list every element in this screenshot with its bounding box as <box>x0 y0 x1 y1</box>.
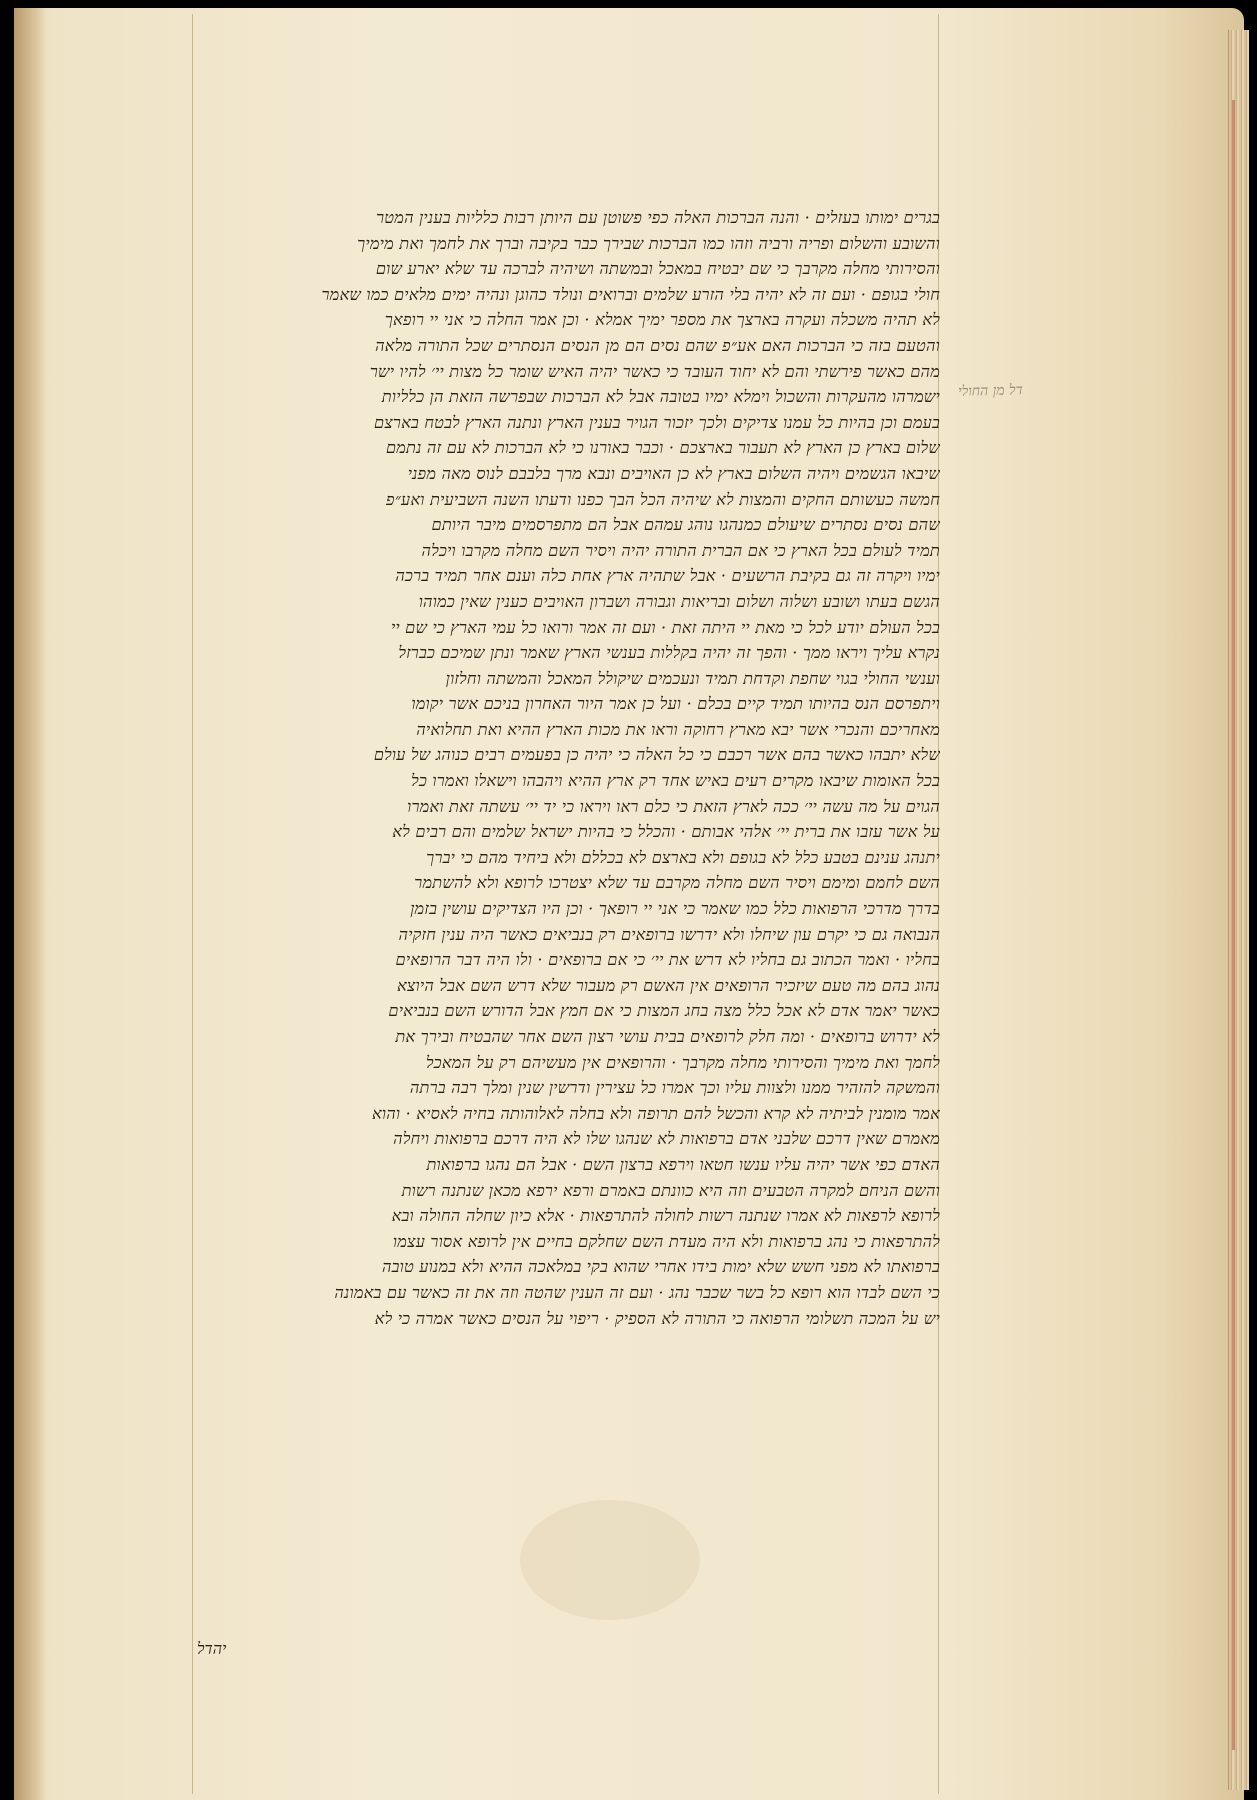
text-line: נקרא עליך ויראו ממך · והפך זה יהיה בקללות בענשי הארץ שאמר ונתן שמיכם כברזל <box>398 643 940 663</box>
text-line: חולי בגופם · ועם זה לא יהיה בלי הזרע שלמים וברואים ונולד כהוגן ונהיה ימים מלאים כמו שאמר <box>321 284 940 304</box>
text-line: ישמרהו מהעקרות והשכול וימלא ימיו בטובה אבל לא הברכות שבפרשה הזאת הן כלליות <box>381 387 940 407</box>
text-line: אמר מומנין לביתיה לא קרא והכשל להם תרופה ולא בחלה לאלוהותה בחיה לאסיא · והוא <box>371 1103 940 1123</box>
text-line: והמשקה להזהיר ממנו ולצוות עליו וכך אמרו כל עצירין ודרשין שנין ומלך רבה ברתה <box>409 1078 940 1098</box>
text-line: לא תהיה משכלה ועקרה בארצך את מספר ימיך אמלא · וכן אמר החלה כי אני יי רופאך <box>384 310 940 330</box>
text-line: שלא יתבהו כאשר בהם אשר רכבם כי כל האלה כי יהיה כן בפעמים רבים כנוהג של עולם <box>373 745 940 765</box>
text-line: להתרפאות כי נהג ברפואות ולא היה מעדת השם שחלקם בחיים אין לרופא אסור עצמו <box>392 1231 940 1251</box>
text-line: על אשר עזבו את ברית יי׳ אלהי אבותם · והכלל כי בהיות ישראל שלמים והם רבים לא <box>392 822 940 842</box>
text-line: ברפואתו לא מפני חשש שלא ימות בידו אחרי שהוא בקי במלאכה ההיא ולא במנוע טובה <box>381 1257 940 1277</box>
text-line: לרופא לרפאות לא אמרו שנתנה רשות לחולה להתרפאות · אלא כיון שחלה החולה ובא <box>391 1206 940 1226</box>
text-line: שלום בארץ כן הארץ לא תעבור בארצכם · וכבר באורנו כי לא הברכות לא עם זה נתמם <box>385 438 940 458</box>
text-line: לחמך ואת מימיך והסירותי מחלה מקרבך · והרופאים אין מעשיהם רק על המאכל <box>425 1052 940 1072</box>
text-line: והשובע והשלום ופריה ורביה וזהו כמו הברכות שבירך כבר בקיבה וברך את לחמך ואת מימיך <box>357 233 940 253</box>
text-line: בגרים ימותו בעזלים · והנה הברכות האלה כפי פשוטן עם היותן רבות כלליות בענין המטר <box>376 208 940 227</box>
text-line: בחליו · ואמר הכתוב גם בחליו לא דרש את יי׳ כי אם ברופאים · ולו היה דבר הרופאים <box>395 950 940 970</box>
text-line: והטעם בזה כי הברכות האם אע״פ שהם נסים הם מן הנסים הנסתרים שכל התורה מלאה <box>375 335 940 355</box>
text-line: הגשם בעתו ושובע ושלוה ושלום ובריאות וגבורה ושברון האויבים כענין שאין כמוהו <box>418 591 940 611</box>
ruling-line-left <box>192 14 193 1794</box>
text-line: מאמרם שאין דרכם שלבני אדם ברפואות לא שנהגו שלו לא היה דרכם ברפואות ויחלה <box>393 1129 940 1149</box>
text-line: בעמם וכן בהיות כל עמנו צדיקים ולכך יזכור הגויר בענין הארץ ונתנה הארץ לבטח בארצם <box>373 412 940 432</box>
text-line: לא ידרוש ברופאים · ומה חלק לרופאים בבית עושי רצון השם אחר שהבטיח ובירך את <box>395 1027 940 1046</box>
red-edge-stain <box>1232 100 1235 1750</box>
text-line: ימיו ויקרה זה גם בקיבת הרשעים · אבל שתהיה ארץ אחת כלה וענם אחר תמיד ברכה <box>395 566 940 586</box>
text-line: הנבואה גם כי יקרם עון שיחלו ולא ידרשו ברופאים רק בנביאים כאשר היה ענין חזקיה <box>398 924 940 944</box>
text-line: בדרך מדרכי הרפואות כלל כמו שאמר כי אני יי רופאך · וכן היו הצדיקים עושין בזמן <box>410 899 940 919</box>
text-line: בכל העולם יודע לכל כי מאת יי היתה זאת · ועם זה אמר ורואו כל עמי הארץ כי שם יי <box>390 617 940 637</box>
text-line: יש על המכה תשלומי הרפואה כי התורה לא הספיק · ריפוי על הנסים כאשר אמרה כי לא <box>374 1308 940 1328</box>
catchword: יהדל <box>197 1639 227 1658</box>
text-line: בכל האומות שיבאו מקרים רעים באיש אחד רק ארץ ההיא ויהבהו וישאלו ואמרו כל <box>411 771 940 791</box>
text-line: שיבאו הגשמים ויהיה השלום בארץ לא כן האויבים ונבא מרך בלבבם לנוס מאה מפני <box>407 463 940 483</box>
text-line: תמיד לעולם בכל הארץ כי אם הברית התורה יהיה ויסיר השם מחלה מקרבו ויכלה <box>421 540 940 560</box>
text-line: והשם הניחם למקרה הטבעים וזה היא כוונתם באמרם ורפא ירפא מכאן שנתנה רשות <box>401 1180 940 1200</box>
text-line: הגוים על מה עשה יי׳ ככה לארץ הזאת כי כלם ראו ויראו כי יד יי׳ עשתה זאת ואמרו <box>407 796 940 816</box>
text-line: מאחריכם והנכרי אשר יבא מארץ רחוקה וראו את מכות הארץ ההיא ואת תחלואיה <box>416 719 940 739</box>
paper-stain <box>520 1500 700 1620</box>
binding-gutter <box>14 8 46 1800</box>
text-line: חמשה כעשותם החקים והמצות לא שיהיה הכל הבך כפנו ודעתו השנה השביעית ואע״פ <box>386 489 940 509</box>
main-text-block <box>205 205 940 1331</box>
text-line: האדם כפי אשר יהיה עליו ענשו חטאו וירפא ברצון השם · אבל הם נהגו ברפואות <box>426 1154 940 1174</box>
text-line: שהם נסים נסתרים שיעולם כמנהגו נוהג עמהם אבל הם מתפרסמים מיבר היותם <box>431 515 940 535</box>
margin-note: דל מן החולי <box>957 382 1024 400</box>
text-line: מהם כאשר פירשתי והם לא יחוד העובד כי כאשר יהיה האיש שומר כל מצות יי׳ להיו ישר <box>369 361 940 381</box>
text-line: כי השם לבדו הוא רופא כל בשר שכבר נהג · ועם זה הענין שהטה וזה את זה כאשר עם באמונה <box>334 1282 940 1302</box>
text-line: השם לחמם ומימם ויסיר השם מחלה מקרבם עד שלא יצטרכו לרופא ולא להשתמר <box>414 873 940 893</box>
text-line: כאשר יאמר אדם לא אכל כלל מצה בחג המצות כי אם חמץ אבל הדורש השם בנביאים <box>388 1001 940 1021</box>
text-line: נהוג בהם מה טעם שיזכיר הרופאים אין האשם רק מעבור שלא דרש השם אבל היוצא <box>396 975 940 995</box>
text-line: ויתפרסם הנס בהיותו תמיד קיים בכלם · ועל כן אמר היור האחרון בניכם אשר יקומו <box>411 694 940 714</box>
text-line: והסירותי מחלה מקרבך כי שם יבטיח במאכל ובמשתה ושיהיה לברכה עד שלא יארע שום <box>375 259 940 279</box>
text-line: יתנהג ענינם בטבע כלל לא בגופם ולא בארצם לא בכללם ולא ביחיד מהם כי יברך <box>426 847 940 867</box>
text-line: וענשי החולי בגוי שחפת וקדחת תמיד ונעכמים שיקולל המאכל והמשתה וחלזון <box>445 668 940 688</box>
